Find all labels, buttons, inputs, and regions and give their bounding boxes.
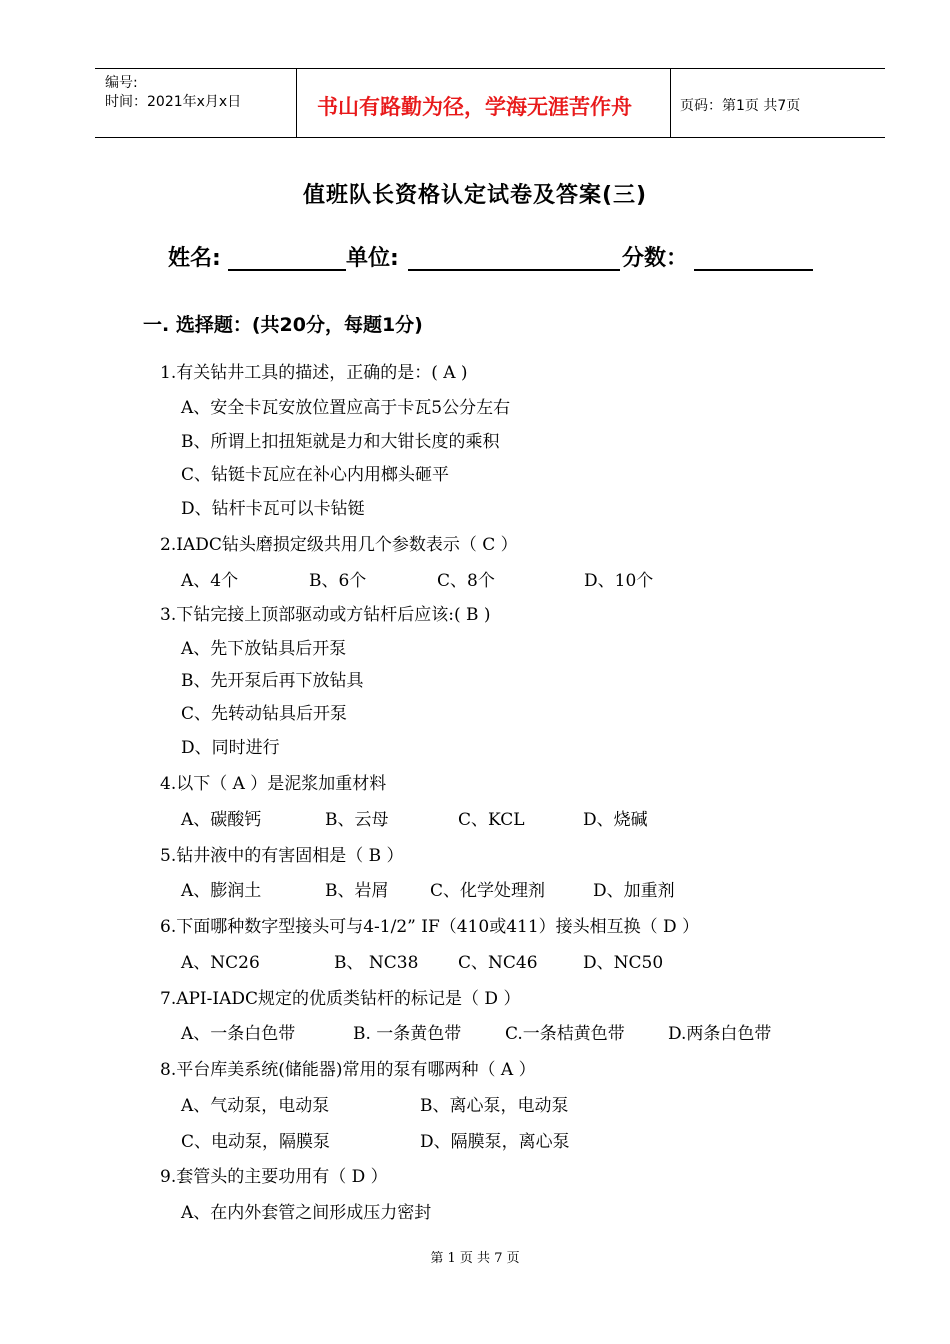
question-stem: 9.套管头的主要功用有（ D ） [160, 1167, 388, 1187]
header-page-cell [680, 69, 885, 137]
question-stem: 1.有关钻井工具的描述，正确的是：( A ) [160, 363, 468, 383]
option-a: A、先下放钻具后开泵 [181, 639, 347, 659]
option-d: D、钻杆卡瓦可以卡钻铤 [181, 499, 365, 519]
option-c: C.一条桔黄色带 [505, 1024, 625, 1044]
option-a: A、NC26 [181, 953, 260, 973]
option-d: D、加重剂 [593, 881, 675, 901]
option-b: B、离心泵，电动泵 [420, 1096, 569, 1116]
motto-text: 书山有路勤为径，学海无涯苦作舟 [317, 95, 632, 119]
page-info: 页码：第1页 共7页 [680, 98, 801, 114]
option-b: B、6个 [309, 571, 367, 591]
score-blank [694, 269, 813, 271]
option-c: C、化学处理剂 [430, 881, 546, 901]
number-label: 编号: [105, 75, 138, 91]
unit-label: 单位: [346, 246, 399, 271]
header-left-cell [95, 69, 295, 137]
option-d: D、NC50 [583, 953, 664, 973]
question-stem: 8.平台库美系统(储能器)常用的泵有哪两种（ A ） [160, 1060, 536, 1080]
option-a: A、气动泵，电动泵 [181, 1096, 330, 1116]
question-stem: 7.API-IADC规定的优质类钻杆的标记是（ D ） [160, 989, 521, 1009]
question-stem: 6.下面哪种数字型接头可与4-1/2” IF（410或411）接头相互换（ D ） [160, 917, 700, 937]
score-label: 分数： [622, 246, 689, 271]
option-b: B、岩屑 [325, 881, 389, 901]
option-b: B、云母 [325, 810, 389, 830]
option-c: C、钻铤卡瓦应在补心内用榔头砸平 [181, 465, 450, 485]
option-d: D、隔膜泵，离心泵 [420, 1132, 570, 1152]
option-b: B、所谓上扣扭矩就是力和大钳长度的乘积 [181, 432, 500, 452]
option-a: A、在内外套管之间形成压力密封 [181, 1203, 432, 1223]
document-title: 值班队长资格认定试卷及答案(三) [302, 183, 648, 208]
document-header [95, 68, 885, 138]
header-motto-cell [296, 69, 671, 137]
question-stem: 4.以下（ A ）是泥浆加重材料 [160, 774, 387, 794]
option-c: C、NC46 [458, 953, 538, 973]
name-blank [228, 269, 346, 271]
option-b: B、先开泵后再下放钻具 [181, 671, 364, 691]
option-a: A、一条白色带 [181, 1024, 296, 1044]
option-b: B. 一条黄色带 [353, 1024, 462, 1044]
option-b: B、 NC38 [334, 953, 419, 973]
option-c: C、电动泵，隔膜泵 [181, 1132, 331, 1152]
time-label: 时间：2021年x月x日 [105, 94, 242, 110]
option-d: D、10个 [584, 571, 654, 591]
question-stem: 5.钻井液中的有害固相是（ B ） [160, 846, 404, 866]
option-a: A、碳酸钙 [181, 810, 262, 830]
option-c: C、先转动钻具后开泵 [181, 704, 348, 724]
option-d: D.两条白色带 [668, 1024, 772, 1044]
question-stem: 3.下钻完接上顶部驱动或方钻杆后应该:( B ) [160, 605, 491, 625]
option-c: C、8个 [437, 571, 495, 591]
name-label: 姓名: [168, 246, 221, 271]
section-heading: 一. 选择题：(共20分，每题1分) [143, 314, 423, 336]
option-d: D、烧碱 [583, 810, 648, 830]
option-a: A、安全卡瓦安放位置应高于卡瓦5公分左右 [181, 398, 511, 418]
question-stem: 2.IADC钻头磨损定级共用几个参数表示（ C ） [160, 535, 518, 555]
option-c: C、KCL [458, 810, 525, 830]
option-a: A、膨润土 [181, 881, 262, 901]
page-footer: 第 1 页 共 7 页 [430, 1251, 520, 1266]
option-a: A、4个 [181, 571, 239, 591]
option-d: D、同时进行 [181, 738, 280, 758]
unit-blank [408, 269, 620, 271]
